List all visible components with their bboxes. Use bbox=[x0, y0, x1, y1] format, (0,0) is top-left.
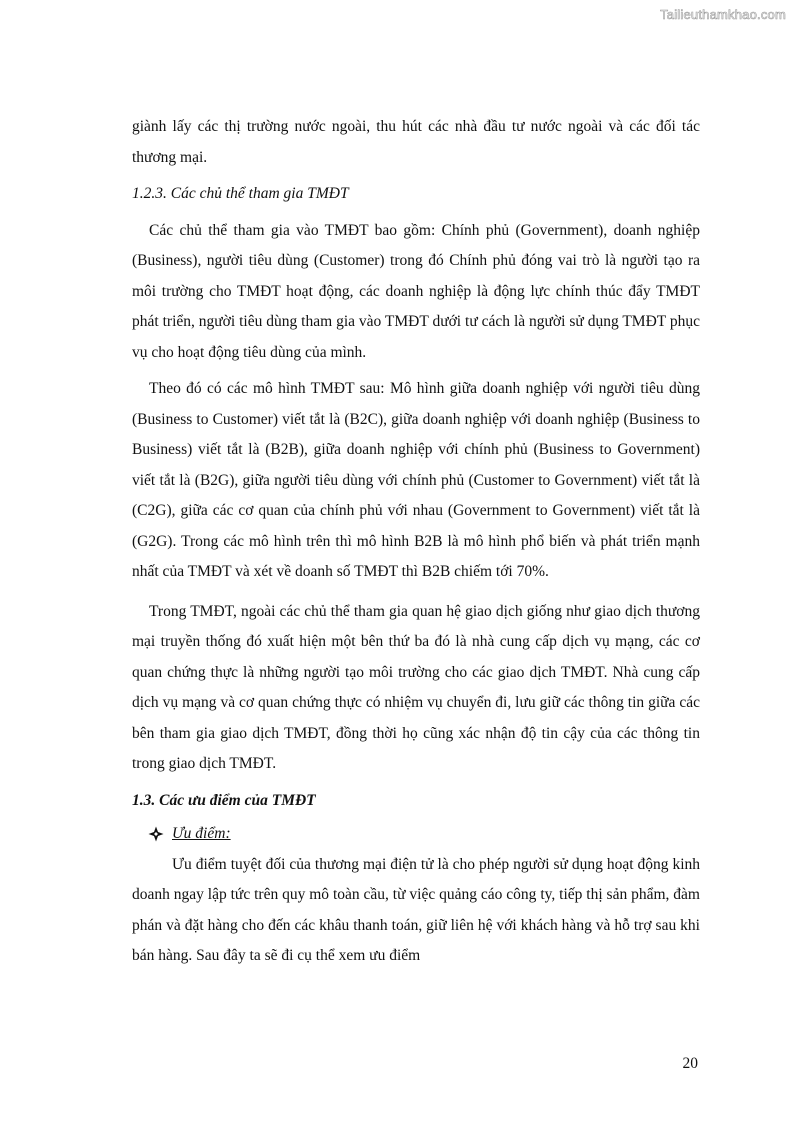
paragraph-advantages: Ưu điểm tuyệt đối của thương mại điện tử là cho phép người sử dụng hoạt động kinh doanh ngay lập tức trên quy mô toàn cầu, từ việc quảng cáo công ty, tiếp thị sản phẩm, đàm phán và đặt hàng cho đến các khâu thanh toán, giữ liên hệ với khách hàng và hỗ trợ sau khi bán hàng. Sau đây ta sẽ đi cụ thể xem ưu điểm bbox=[132, 855, 700, 964]
paragraph-participants: Các chủ thể tham gia vào TMĐT bao gồm: Chính phủ (Government), doanh nghiệp (Business), người tiêu dùng (Customer) trong đó Chính phủ đóng vai trò là người tạo ra môi trường cho TMĐT hoạt động, các doanh nghiệp là động lực chính thúc đẩy TMĐT phát triển, người tiêu dùng tham gia vào TMĐT dưới tư cách là người sử dụng TMĐT phục vụ cho hoạt động tiêu dùng của mình. bbox=[132, 221, 700, 361]
page-number: 20 bbox=[682, 1055, 698, 1072]
section-heading-1-3: 1.3. Các ưu điểm của TMĐT bbox=[132, 791, 316, 809]
diamond-bullet-icon bbox=[148, 826, 164, 842]
section-heading-1-2-3: 1.2.3. Các chủ thể tham gia TMĐT bbox=[132, 185, 349, 202]
page-content bbox=[132, 112, 700, 972]
advantages-label: Ưu điểm: bbox=[172, 825, 231, 842]
paragraph-third-party: Trong TMĐT, ngoài các chủ thể tham gia quan hệ giao dịch giống như giao dịch thương mại truyền thống đó xuất hiện một bên thứ ba đó là nhà cung cấp dịch vụ mạng, các cơ quan chứng thực là những người tạo môi trường cho các giao dịch TMĐT. Nhà cung cấp dịch vụ mạng và cơ quan chứng thực có nhiệm vụ chuyển đi, lưu giữ các thông tin giữa các bên tham gia giao dịch TMĐT, đồng thời họ cũng xác nhận độ tin cậy của các thông tin trong giao dịch TMĐT. bbox=[132, 602, 700, 772]
continuation-paragraph: giành lấy các thị trường nước ngoài, thu hút các nhà đầu tư nước ngoài và các đối tác thương mại. bbox=[132, 118, 700, 166]
paragraph-models: Theo đó có các mô hình TMĐT sau: Mô hình giữa doanh nghiệp với người tiêu dùng (Business to Customer) viết tắt là (B2C), giữa doanh nghiệp với doanh nghiệp (Business to Business) viết tắt là (B2B), giữa doanh nghiệp với chính phủ (Business to Government) viết tắt là (B2G), giữa người tiêu dùng với chính phủ (Customer to Government) viết tắt là (C2G), giữa các cơ quan của chính phủ với nhau (Government to Government) viết tắt là (G2G). Trong các mô hình trên thì mô hình B2B là mô hình phổ biến và phát triển mạnh nhất của TMĐT và xét về doanh số TMĐT thì B2B chiếm tới 70%. bbox=[132, 380, 700, 580]
watermark: Tailieuthamkhao.com bbox=[660, 7, 786, 22]
advantages-bullet bbox=[132, 819, 700, 850]
